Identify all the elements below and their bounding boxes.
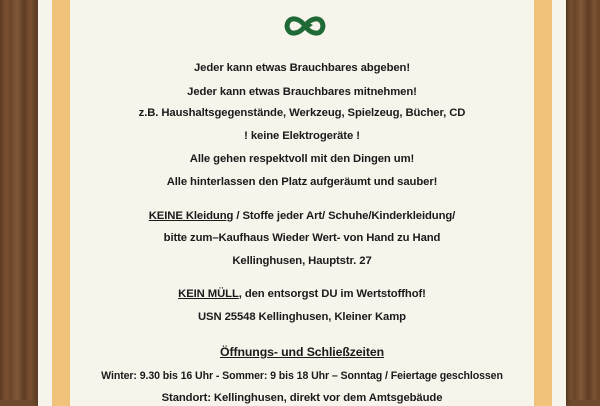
location-line: Standort: Kellinghusen, direkt vor dem Amtsgebäude [161,392,443,404]
wood-wall-right [564,0,600,400]
respect-line: Alle gehen respektvoll mit den Dingen um! [189,153,415,165]
tidy-line: Alle hinterlassen den Platz aufgeräumt und sauber! [166,176,438,188]
wood-wall-left [0,0,40,400]
poster-text [98,0,506,406]
no-electronics-line: ! keine Elektrogeräte ! [244,130,360,142]
no-clothing-keyword: KEINE Kleidung [148,210,234,222]
no-waste-line [98,288,506,300]
examples-line: z.B. Haushaltsgegenstände, Werkzeug, Spielzeug, Bücher, CD [138,107,466,119]
poster-right-stripe [534,0,552,406]
no-clothing-detail: / Stoffe jeder Art/ Schuhe/Kinderkleidung/ [233,210,456,222]
no-waste-detail: , den entsorgst DU im Wertstoffhof! [238,288,426,300]
notice-poster [38,0,566,406]
kaufhaus-line: bitte zum–Kaufhaus Wieder Wert- von Hand zu Hand [163,232,441,244]
usn-address-line: USN 25548 Kellinghusen, Kleiner Kamp [198,311,406,323]
no-clothing-line [98,210,506,222]
no-waste-keyword: KEIN MÜLL [178,288,239,300]
hours-heading: Öffnungs- und Schließzeiten [220,345,384,359]
poster-left-stripe [52,0,70,406]
hours-line: Winter: 9.30 bis 16 Uhr - Sommer: 9 bis 18 Uhr – Sonntag / Feiertage geschlossen [101,370,503,382]
give-line: Jeder kann etwas Brauchbares abgeben! [193,62,411,74]
kaufhaus-address-line: Kellinghusen, Hauptstr. 27 [232,255,372,267]
take-line: Jeder kann etwas Brauchbares mitnehmen! [187,86,417,98]
